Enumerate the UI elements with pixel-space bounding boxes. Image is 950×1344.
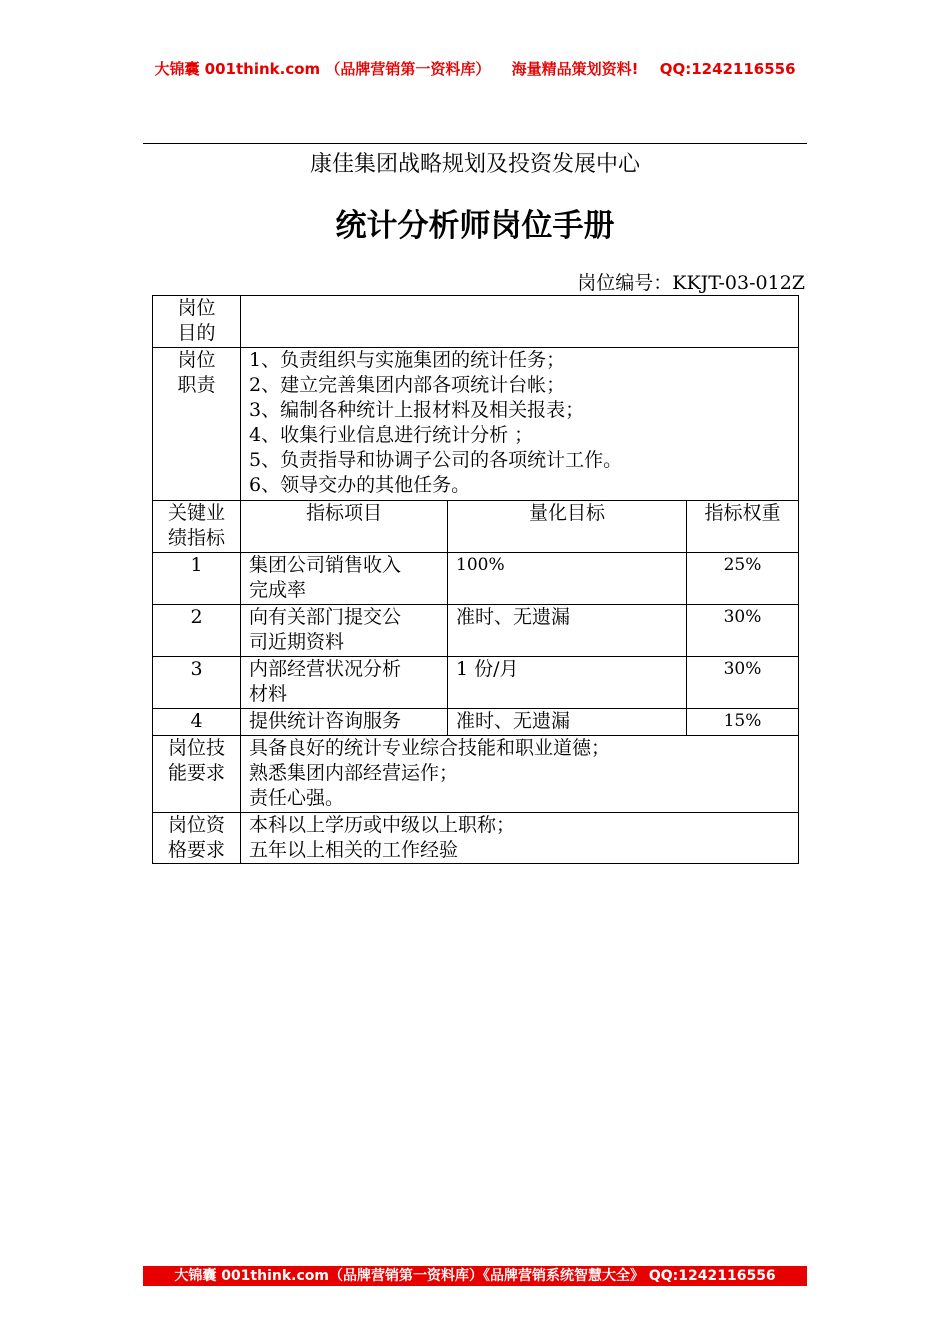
kpi-row	[153, 605, 799, 657]
bottom-banner[interactable]: 大锦囊 001think.com（品牌营销第一资料库）《品牌营销系统智慧大全》 QQ:1242116556	[143, 1266, 807, 1286]
kpi-row	[153, 553, 799, 605]
purpose-value	[241, 296, 799, 348]
kpi-label: 关键业 绩指标	[153, 501, 241, 553]
kpi-target: 准时、无遗漏	[448, 605, 687, 657]
post-code: 岗位编号：KKJT-03-012Z	[577, 272, 805, 294]
qualification-item: 五年以上相关的工作经验	[249, 839, 459, 861]
kpi-weight-header: 指标权重	[687, 501, 799, 553]
kpi-header-row	[153, 501, 799, 553]
duties-row	[153, 348, 799, 501]
kpi-weight: 30%	[687, 605, 799, 657]
organization-name: 康佳集团战略规划及投资发展中心	[309, 152, 640, 177]
top-banner-slogan: 海量精品策划资料!	[511, 60, 639, 78]
skill-item: 具备良好的统计专业综合技能和职业道德；	[249, 737, 611, 759]
kpi-weight: 30%	[687, 657, 799, 709]
duty-item: 6、领导交办的其他任务。	[249, 474, 471, 496]
purpose-row	[153, 296, 799, 348]
job-manual-table	[152, 295, 799, 864]
kpi-item: 提供统计咨询服务	[241, 709, 448, 736]
qualifications-row	[153, 813, 799, 864]
kpi-target: 100%	[448, 553, 687, 605]
kpi-item: 集团公司销售收入 完成率	[241, 553, 448, 605]
duty-item: 5、负责指导和协调子公司的各项统计工作。	[249, 449, 623, 471]
top-banner-qq: QQ:1242116556	[659, 60, 796, 78]
skill-item: 熟悉集团内部经营运作；	[249, 762, 459, 784]
top-banner	[0, 58, 950, 79]
kpi-number: 2	[153, 605, 241, 657]
duties-list	[241, 348, 799, 501]
skills-label: 岗位技 能要求	[153, 736, 241, 813]
kpi-item: 向有关部门提交公 司近期资料	[241, 605, 448, 657]
duties-label: 岗位 职责	[153, 348, 241, 501]
document-title: 统计分析师岗位手册	[335, 208, 615, 244]
kpi-item: 内部经营状况分析 材料	[241, 657, 448, 709]
kpi-number: 4	[153, 709, 241, 736]
duty-item: 2、建立完善集团内部各项统计台帐；	[249, 374, 566, 396]
qualifications-list	[241, 813, 799, 864]
kpi-item-header: 指标项目	[241, 501, 448, 553]
kpi-target: 1 份/月	[448, 657, 687, 709]
kpi-number: 1	[153, 553, 241, 605]
duty-item: 1、负责组织与实施集团的统计任务；	[249, 349, 566, 371]
top-banner-site[interactable]: 大锦囊 001think.com （品牌营销第一资料库）	[154, 60, 491, 78]
kpi-number: 3	[153, 657, 241, 709]
skills-row	[153, 736, 799, 813]
kpi-row	[153, 657, 799, 709]
kpi-target-header: 量化目标	[448, 501, 687, 553]
kpi-weight: 15%	[687, 709, 799, 736]
skill-item: 责任心强。	[249, 787, 345, 809]
purpose-label: 岗位 目的	[153, 296, 241, 348]
header-divider	[143, 143, 807, 144]
skills-list	[241, 736, 799, 813]
kpi-target: 准时、无遗漏	[448, 709, 687, 736]
qualifications-label: 岗位资 格要求	[153, 813, 241, 864]
duty-item: 3、编制各种统计上报材料及相关报表；	[249, 399, 585, 421]
qualification-item: 本科以上学历或中级以上职称；	[249, 814, 516, 836]
kpi-row	[153, 709, 799, 736]
duty-item: 4、收集行业信息进行统计分析 ；	[249, 424, 534, 446]
kpi-weight: 25%	[687, 553, 799, 605]
